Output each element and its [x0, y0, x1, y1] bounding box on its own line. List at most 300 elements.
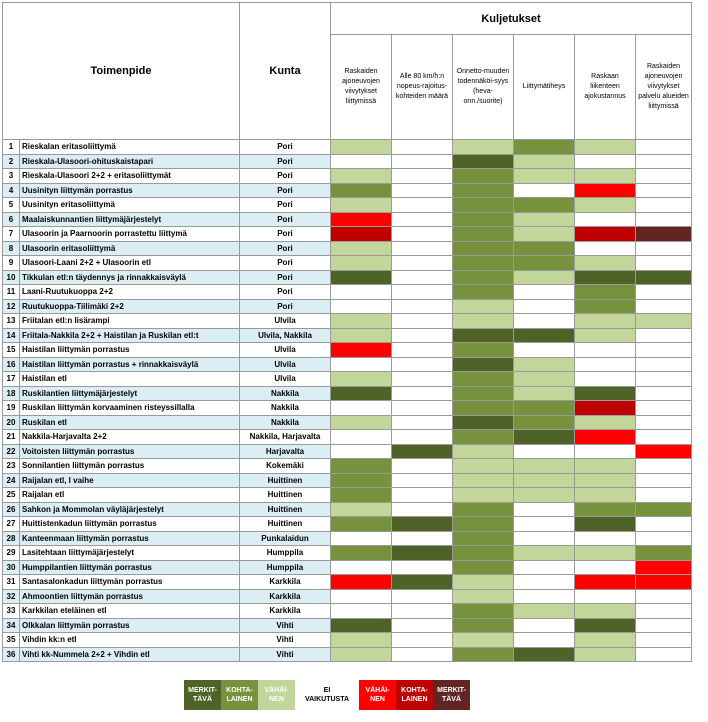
impact-cell [514, 401, 575, 416]
impact-cell [575, 386, 636, 401]
impact-cell [636, 140, 692, 155]
municipality-cell: Huittinen [240, 502, 331, 517]
action-cell: Santasalonkadun liittymän porrastus [20, 575, 240, 590]
impact-cell [331, 647, 392, 662]
impact-cell [331, 256, 392, 271]
impact-cell [331, 531, 392, 546]
table-row [3, 647, 692, 662]
impact-cell [575, 618, 636, 633]
impact-cell [636, 604, 692, 619]
impact-cell [331, 430, 392, 445]
impact-table-wrap [2, 2, 692, 662]
impact-cell [392, 154, 453, 169]
impact-cell [392, 314, 453, 329]
impact-cell [453, 589, 514, 604]
impact-cell [514, 531, 575, 546]
action-cell: Ulasoorin ja Paarnoorin porrastettu liittymä [20, 227, 240, 242]
impact-cell [453, 546, 514, 561]
row-number: 5 [3, 198, 20, 213]
impact-cell [636, 285, 692, 300]
impact-cell [392, 285, 453, 300]
row-number: 20 [3, 415, 20, 430]
municipality-cell: Vihti [240, 633, 331, 648]
header-municipality: Kunta [240, 3, 331, 140]
impact-cell [514, 227, 575, 242]
row-number: 2 [3, 154, 20, 169]
impact-cell [453, 343, 514, 358]
table-row [3, 531, 692, 546]
action-cell: Haistilan liittymän porrastus + rinnakkaisväylä [20, 357, 240, 372]
impact-cell [636, 459, 692, 474]
table-row [3, 488, 692, 503]
action-cell: Haistilan liittymän porrastus [20, 343, 240, 358]
table-row [3, 343, 692, 358]
impact-cell [453, 212, 514, 227]
municipality-cell: Nakkila, Harjavalta [240, 430, 331, 445]
action-cell: Uusinityn eritasoliittymä [20, 198, 240, 213]
impact-cell [331, 575, 392, 590]
impact-cell [331, 372, 392, 387]
impact-cell [575, 299, 636, 314]
impact-cell [636, 633, 692, 648]
impact-cell [392, 372, 453, 387]
table-row [3, 140, 692, 155]
impact-cell [392, 256, 453, 271]
sub-header: Onnetto-muuden todennäköi-syys (heva-onn./suorite) [453, 35, 514, 140]
impact-cell [331, 488, 392, 503]
row-number: 26 [3, 502, 20, 517]
impact-cell [575, 647, 636, 662]
impact-cell [392, 473, 453, 488]
impact-cell [575, 415, 636, 430]
row-number: 9 [3, 256, 20, 271]
table-row [3, 328, 692, 343]
impact-cell [331, 343, 392, 358]
impact-cell [514, 154, 575, 169]
table-row [3, 444, 692, 459]
impact-cell [453, 299, 514, 314]
impact-cell [514, 560, 575, 575]
table-row [3, 415, 692, 430]
impact-cell [331, 328, 392, 343]
action-cell: Rieskala-Ulasoori 2+2 + eritasoliittymät [20, 169, 240, 184]
row-number: 16 [3, 357, 20, 372]
table-row [3, 314, 692, 329]
impact-cell [575, 256, 636, 271]
table-row [3, 285, 692, 300]
impact-cell [636, 372, 692, 387]
impact-cell [392, 502, 453, 517]
impact-cell [331, 444, 392, 459]
row-number: 23 [3, 459, 20, 474]
impact-cell [453, 517, 514, 532]
impact-cell [453, 502, 514, 517]
impact-cell [453, 488, 514, 503]
impact-cell [453, 415, 514, 430]
action-cell: Friitala-Nakkila 2+2 + Haistilan ja Ruskilan etl:t [20, 328, 240, 343]
table-row [3, 618, 692, 633]
legend-item: VÄHÄI- NEN [359, 680, 396, 710]
action-cell: Vihti kk-Nummela 2+2 + Vihdin etl [20, 647, 240, 662]
impact-cell [331, 183, 392, 198]
impact-cell [453, 328, 514, 343]
impact-cell [392, 560, 453, 575]
municipality-cell: Vihti [240, 647, 331, 662]
impact-cell [392, 430, 453, 445]
table-row [3, 357, 692, 372]
action-cell: Ulasoorin eritasoliittymä [20, 241, 240, 256]
action-cell: Rieskalan eritasoliittymä [20, 140, 240, 155]
impact-cell [453, 633, 514, 648]
table-row [3, 270, 692, 285]
impact-cell [575, 270, 636, 285]
row-number: 25 [3, 488, 20, 503]
impact-cell [392, 531, 453, 546]
impact-cell [392, 575, 453, 590]
impact-cell [514, 183, 575, 198]
impact-cell [636, 444, 692, 459]
impact-cell [575, 430, 636, 445]
municipality-cell: Pori [240, 154, 331, 169]
impact-cell [636, 647, 692, 662]
action-cell: Kanteenmaan liittymän porrastus [20, 531, 240, 546]
impact-cell [392, 459, 453, 474]
row-number: 36 [3, 647, 20, 662]
impact-cell [575, 328, 636, 343]
municipality-cell: Ulvila, Nakkila [240, 328, 331, 343]
impact-cell [392, 633, 453, 648]
table-row [3, 299, 692, 314]
row-number: 35 [3, 633, 20, 648]
action-cell: Vihdin kk:n etl [20, 633, 240, 648]
impact-cell [575, 241, 636, 256]
municipality-cell: Pori [240, 183, 331, 198]
impact-cell [575, 560, 636, 575]
impact-cell [331, 401, 392, 416]
row-number: 7 [3, 227, 20, 242]
sub-header: Alle 80 km/h:n nopeus-rajoitus-kohteiden määrä [392, 35, 453, 140]
row-number: 34 [3, 618, 20, 633]
impact-cell [453, 140, 514, 155]
action-cell: Huittistenkadun liittymän porrastus [20, 517, 240, 532]
impact-cell [514, 546, 575, 561]
impact-cell [453, 531, 514, 546]
impact-cell [453, 386, 514, 401]
table-row [3, 183, 692, 198]
row-number: 27 [3, 517, 20, 532]
impact-cell [514, 256, 575, 271]
impact-cell [392, 169, 453, 184]
impact-cell [636, 314, 692, 329]
legend-item: MERKIT- TÄVÄ [433, 680, 470, 710]
impact-cell [575, 169, 636, 184]
impact-cell [453, 647, 514, 662]
impact-cell [514, 633, 575, 648]
row-number: 33 [3, 604, 20, 619]
impact-cell [392, 444, 453, 459]
impact-cell [514, 299, 575, 314]
impact-cell [392, 589, 453, 604]
impact-cell [575, 198, 636, 213]
impact-cell [514, 285, 575, 300]
impact-cell [636, 546, 692, 561]
impact-cell [453, 560, 514, 575]
impact-cell [453, 169, 514, 184]
impact-cell [514, 575, 575, 590]
municipality-cell: Ulvila [240, 372, 331, 387]
impact-cell [636, 531, 692, 546]
legend [184, 680, 470, 710]
impact-cell [575, 285, 636, 300]
table-row [3, 154, 692, 169]
municipality-cell: Nakkila [240, 415, 331, 430]
impact-cell [636, 212, 692, 227]
impact-cell [636, 328, 692, 343]
impact-cell [453, 444, 514, 459]
table-row [3, 198, 692, 213]
action-cell: Nakkila-Harjavalta 2+2 [20, 430, 240, 445]
impact-cell [514, 270, 575, 285]
impact-cell [331, 212, 392, 227]
impact-cell [575, 183, 636, 198]
impact-cell [514, 502, 575, 517]
impact-cell [514, 589, 575, 604]
action-cell: Raijalan etl [20, 488, 240, 503]
impact-cell [514, 488, 575, 503]
sub-header: Raskaiden ajoneuvojen viivytykset palvelu alueiden liittymissä [636, 35, 692, 140]
impact-cell [514, 241, 575, 256]
impact-cell [453, 575, 514, 590]
impact-cell [392, 270, 453, 285]
impact-table [2, 2, 692, 662]
table-row [3, 401, 692, 416]
impact-cell [636, 227, 692, 242]
impact-cell [392, 343, 453, 358]
impact-cell [331, 633, 392, 648]
municipality-cell: Kokemäki [240, 459, 331, 474]
impact-cell [514, 343, 575, 358]
impact-cell [331, 604, 392, 619]
legend-item: EI VAIKUTUSTA [295, 680, 359, 710]
row-number: 15 [3, 343, 20, 358]
impact-cell [514, 473, 575, 488]
row-number: 19 [3, 401, 20, 416]
action-cell: Sonnilantien liittymän porrastus [20, 459, 240, 474]
municipality-cell: Ulvila [240, 357, 331, 372]
impact-cell [514, 140, 575, 155]
impact-cell [636, 401, 692, 416]
municipality-cell: Punkalaidun [240, 531, 331, 546]
impact-cell [636, 517, 692, 532]
impact-cell [331, 357, 392, 372]
header-action: Toimenpide [3, 3, 240, 140]
impact-cell [575, 343, 636, 358]
table-row [3, 212, 692, 227]
row-number: 1 [3, 140, 20, 155]
table-row [3, 575, 692, 590]
impact-cell [575, 502, 636, 517]
impact-cell [514, 357, 575, 372]
impact-cell [575, 589, 636, 604]
impact-cell [331, 299, 392, 314]
impact-cell [392, 415, 453, 430]
municipality-cell: Pori [240, 270, 331, 285]
impact-cell [636, 560, 692, 575]
row-number: 10 [3, 270, 20, 285]
legend-item: KOHTA- LAINEN [221, 680, 258, 710]
row-number: 30 [3, 560, 20, 575]
municipality-cell: Nakkila [240, 386, 331, 401]
impact-cell [514, 444, 575, 459]
row-number: 11 [3, 285, 20, 300]
table-row [3, 372, 692, 387]
action-cell: Friitalan etl:n lisärampi [20, 314, 240, 329]
impact-cell [514, 169, 575, 184]
row-number: 31 [3, 575, 20, 590]
impact-cell [392, 618, 453, 633]
municipality-cell: Pori [240, 227, 331, 242]
municipality-cell: Humppila [240, 546, 331, 561]
row-number: 22 [3, 444, 20, 459]
municipality-cell: Pori [240, 140, 331, 155]
impact-cell [453, 154, 514, 169]
impact-cell [514, 415, 575, 430]
table-row [3, 386, 692, 401]
legend-item: MERKIT- TÄVÄ [184, 680, 221, 710]
impact-cell [636, 270, 692, 285]
impact-cell [392, 357, 453, 372]
row-number: 3 [3, 169, 20, 184]
impact-cell [331, 589, 392, 604]
row-number: 14 [3, 328, 20, 343]
impact-cell [392, 401, 453, 416]
impact-cell [453, 227, 514, 242]
impact-cell [575, 444, 636, 459]
sub-header: Raskaan liikenteen ajokustannus [575, 35, 636, 140]
municipality-cell: Karkkila [240, 589, 331, 604]
municipality-cell: Pori [240, 299, 331, 314]
impact-cell [636, 488, 692, 503]
table-row [3, 169, 692, 184]
impact-cell [331, 517, 392, 532]
impact-cell [453, 357, 514, 372]
impact-cell [453, 473, 514, 488]
impact-cell [575, 227, 636, 242]
impact-cell [453, 314, 514, 329]
municipality-cell: Pori [240, 285, 331, 300]
impact-cell [636, 256, 692, 271]
action-cell: Ruutukuoppa-Tiilimäki 2+2 [20, 299, 240, 314]
impact-cell [331, 473, 392, 488]
impact-cell [453, 183, 514, 198]
impact-cell [575, 459, 636, 474]
impact-cell [514, 430, 575, 445]
impact-cell [453, 401, 514, 416]
row-number: 18 [3, 386, 20, 401]
action-cell: Ruskilantien liittymäjärjestelyt [20, 386, 240, 401]
impact-cell [636, 198, 692, 213]
table-row [3, 633, 692, 648]
impact-cell [575, 212, 636, 227]
municipality-cell: Vihti [240, 618, 331, 633]
action-cell: Maalaiskunnantien liittymäjärjestelyt [20, 212, 240, 227]
table-row [3, 517, 692, 532]
municipality-cell: Nakkila [240, 401, 331, 416]
impact-cell [575, 575, 636, 590]
impact-cell [453, 604, 514, 619]
impact-cell [392, 488, 453, 503]
impact-cell [575, 140, 636, 155]
impact-cell [331, 502, 392, 517]
impact-cell [331, 618, 392, 633]
header-group: Kuljetukset [331, 3, 692, 35]
municipality-cell: Ulvila [240, 343, 331, 358]
impact-cell [575, 473, 636, 488]
row-number: 6 [3, 212, 20, 227]
row-number: 24 [3, 473, 20, 488]
impact-cell [636, 502, 692, 517]
impact-cell [331, 560, 392, 575]
impact-cell [636, 343, 692, 358]
action-cell: Haistilan etl [20, 372, 240, 387]
row-number: 8 [3, 241, 20, 256]
row-number: 4 [3, 183, 20, 198]
impact-cell [453, 241, 514, 256]
action-cell: Ulasoori-Laani 2+2 + Ulasoorin etl [20, 256, 240, 271]
impact-cell [636, 169, 692, 184]
row-number: 32 [3, 589, 20, 604]
impact-cell [514, 372, 575, 387]
action-cell: Voitoisten liittymän porrastus [20, 444, 240, 459]
sub-header: Raskaiden ajoneuvojen viivytykset liittymissä [331, 35, 392, 140]
table-row [3, 589, 692, 604]
impact-cell [392, 241, 453, 256]
impact-cell [575, 401, 636, 416]
impact-cell [636, 473, 692, 488]
impact-cell [392, 227, 453, 242]
impact-cell [392, 328, 453, 343]
impact-cell [575, 604, 636, 619]
impact-cell [514, 618, 575, 633]
municipality-cell: Humppila [240, 560, 331, 575]
municipality-cell: Harjavalta [240, 444, 331, 459]
impact-cell [453, 372, 514, 387]
impact-cell [636, 575, 692, 590]
impact-cell [636, 415, 692, 430]
impact-cell [514, 212, 575, 227]
impact-cell [392, 546, 453, 561]
table-row [3, 430, 692, 445]
sub-header: Liittymätiheys [514, 35, 575, 140]
municipality-cell: Karkkila [240, 575, 331, 590]
row-number: 13 [3, 314, 20, 329]
municipality-cell: Huittinen [240, 517, 331, 532]
impact-cell [453, 285, 514, 300]
action-cell: Tikkulan etl:n täydennys ja rinnakkaisväylä [20, 270, 240, 285]
impact-cell [453, 430, 514, 445]
table-row [3, 241, 692, 256]
row-number: 29 [3, 546, 20, 561]
impact-cell [331, 169, 392, 184]
impact-cell [392, 140, 453, 155]
municipality-cell: Pori [240, 256, 331, 271]
impact-cell [453, 270, 514, 285]
impact-cell [514, 647, 575, 662]
action-cell: Humppilantien liittymän porrastus [20, 560, 240, 575]
impact-cell [453, 198, 514, 213]
impact-cell [636, 386, 692, 401]
action-cell: Uusinityn liittymän porrastus [20, 183, 240, 198]
